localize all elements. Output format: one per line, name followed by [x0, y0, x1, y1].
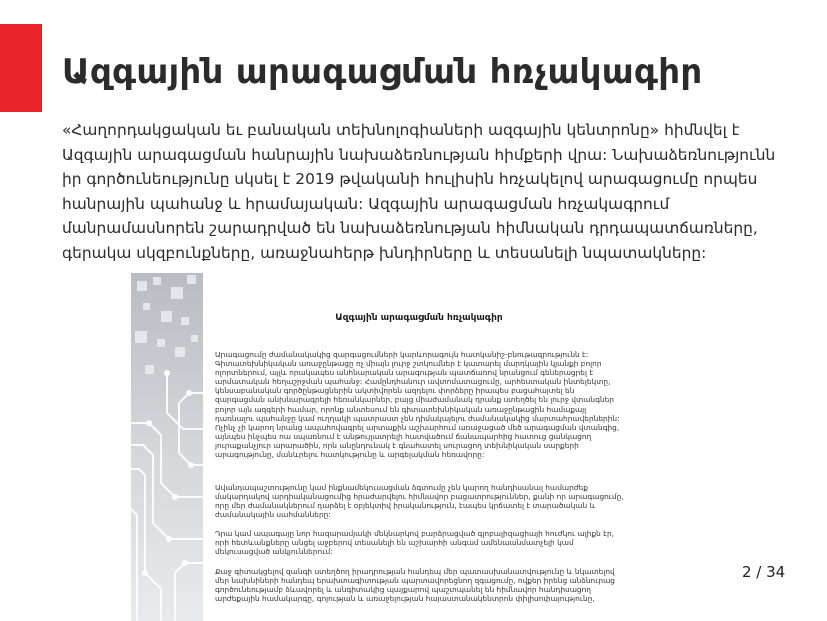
slide-title: Ազգային արագացման հռչակագիր: [62, 52, 703, 92]
page-indicator: 2 / 34: [742, 563, 786, 581]
embedded-document-image: [131, 273, 635, 621]
document-paragraph: Դրա կամ ապագայը նոր հազարամյակի մեկնարկով բարձրացված գլոբալիզացիայի հուժկու ալիքն էր, որի հետևանքները անցել աջբերով տեսանելի են աշխարհի անգամ ամենաանմատչելի կամ մեկուսացված անկյուններում:: [215, 529, 615, 557]
document-paragraph: Քաջ գիտակցելով զանգի ստեղծող իրադրության հանդեպ մեր պատասխանատվությունը և նկատելով մեր նախնիների հանդեպ երախտագիտության պարտավորեցնող զգացումը, ովքեր իրենց անձնուրաց գործունեությամբ ձևավորել և անգիտակից պայքարով պաշտպանել են հիմնավոր հանդիսացող արժեքային համակարգը, գոյության և առաջելության հայաստանակենտրոն փիլիսոփայությունը,: [215, 567, 615, 604]
document-paragraph: Արագացումը ժամանակակից զարգացումների կարևորագույն հատկանիշ-բնութագրությունն է: Գիտատեխնիկական առաջընթացը ոչ միայն լուրջ շտկումներ է կատարել մարդկային կյանքի բոլոր ոլորտներում, այլև որակապես անհնարական արագության պատճառով նրանցում գեներացրել է արմատական հեղաշրջման պահանջ: Համընդհանուր ավտոմատացումը, արհեստական ինտելեկտը, կենսաբանական գործընթացներին ակտիվորեն ազդելու փորձերը իրապես բացահայտել են զարգացման անխնարագրելի հեռանկարներ, բայց միաժամանակ դրանք ստեղծել են լուրջ վտանգներ բոլոր այն ազգերի համար, որոնք անտեսում են գիտատեխնիկական առաջընթացին համաքայլ դառնալու պահանջը կամ ուղղակի պատրաստ չեն դիմակայելու ժամանակակից մարտահրավերներին: Ոչինչ չի կարող նրանց ապահովագրել արտաքին աշխարհում առաջացած մեծ արագացման վտանգից, այնպես ինչպես ոա սպառնում է անթույլատրելի հատվածում ճանապարհից հատուց ցանկացող յուրաքանչյուր արարածին, որն անընդունակ է գնահատել սուրացող տեխնիկական սարքերի արագությունը, մանևրելու հատկությունը և արգելակման հեռավորը:: [215, 350, 620, 460]
circuit-decoration: [131, 273, 203, 621]
document-paragraph: Ավանդապաշտությունը կամ ինքնամեկուսացման ձգտումը չեն կարող հանդիսանալ համարժեք մակարդակով արդիականացումից հրաժարվելու հիմնավոր բացատրություններ, քանի որ արագացումը, որը մեր ժամանակներում դարձել է օբյեկտիվ իրականություն, էապես կրճատել է տարածական և ժամանակային սահմանները:: [215, 483, 624, 520]
document-title: Ազգային արագացման հռչակագիր: [335, 313, 503, 323]
accent-bar: [0, 24, 42, 112]
slide-body-text: «Հաղորդակցական եւ բանական տեխնոլոգիաների ազգային կենտրոնը» հիմնվել է Ազգային արագացման հանրային նախաձեռնության հիմքերի վրա: Նախաձեռնությունն իր գործունեությունը սկսել է 2019 թվականի հուլիսին հռչակելով արագացումը որպես հանրային պահանջ և հրամայական: Ազգային արագացման հռչակագրում մանրամասնորեն շարադրված են նախաձեռնության հիմնական դրդապատճառները, գերակա սկզբունքները, առաջնահերթ խնդիրները և տեսանելի նպատակները:: [62, 121, 776, 262]
